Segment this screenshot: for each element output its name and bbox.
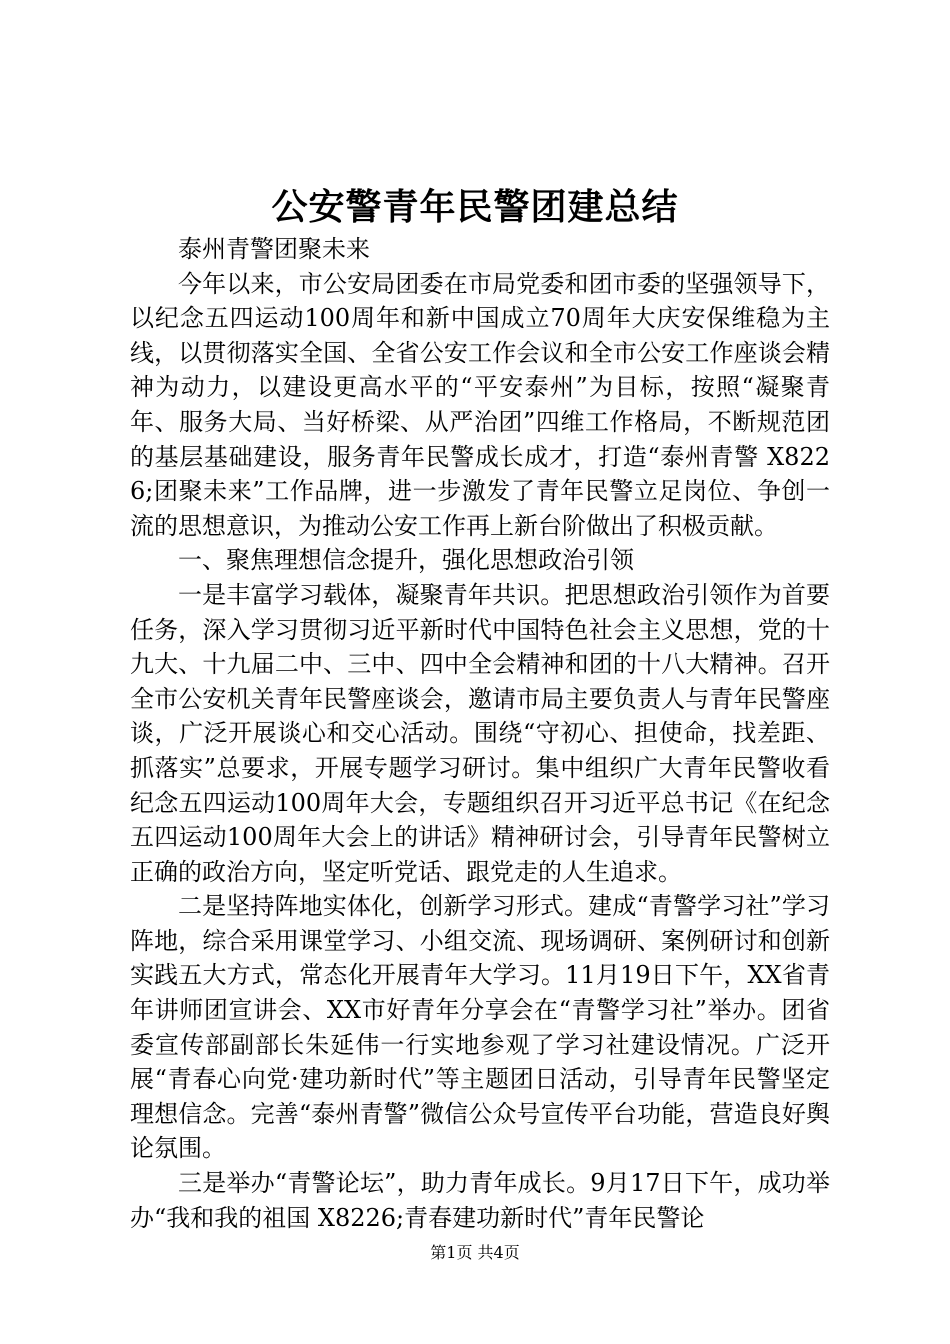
body-paragraph: 二是坚持阵地实体化，创新学习形式。建成“青警学习社”学习阵地，综合采用课堂学习、小组交流、现场调研、案例研讨和创新实践五大方式，常态化开展青年大学习。11月19日下午，XX省青年讲师团宣讲会、XX市好青年分享会在“青警学习社”举办。团省委宣传部副部长朱延伟一行实地参观了学习社建设情况。广泛开展“青春心向党·建功新时代”等主题团日活动，引导青年民警坚定理想信念。完善“泰州青警”微信公众号宣传平台功能，营造良好舆论氛围。 — [130, 892, 830, 1163]
body-paragraph: 今年以来，市公安局团委在市局党委和团市委的坚强领导下，以纪念五四运动100周年和新中国成立70周年大庆安保维稳为主线，以贯彻落实全国、全省公安工作会议和全市公安工作座谈会精神为动力，以建设更高水平的“平安泰州”为目标，按照“凝聚青年、服务大局、当好桥梁、从严治团”四维工作格局，不断规范团的基层基础建设，服务青年民警成长成才，打造“泰州青警 X8226;团聚未来”工作品牌，进一步激发了青年民警立足岗位、争创一流的思想意识，为推动公安工作再上新台阶做出了积极贡献。 — [130, 269, 830, 540]
subtitle-paragraph: 泰州青警团聚未来 — [178, 235, 370, 263]
body-paragraph: 一是丰富学习载体，凝聚青年共识。把思想政治引领作为首要任务，深入学习贯彻习近平新时代中国特色社会主义思想，党的十九大、十九届二中、三中、四中全会精神和团的十八大精神。召开全市公安机关青年民警座谈会，邀请市局主要负责人与青年民警座谈，广泛开展谈心和交心活动。围绕“守初心、担使命，找差距、抓落实”总要求，开展专题学习研讨。集中组织广大青年民警收看纪念五四运动100周年大会，专题组织召开习近平总书记《在纪念五四运动100周年大会上的讲话》精神研讨会，引导青年民警树立正确的政治方向，坚定听党话、跟党走的人生追求。 — [130, 580, 830, 886]
document-body — [130, 232, 830, 1235]
document-title: 公安警青年民警团建总结 — [271, 186, 679, 228]
page-footer: 第1页 共4页 — [430, 1243, 520, 1262]
section-heading: 一、聚焦理想信念提升，强化思想政治引领 — [178, 546, 634, 575]
body-paragraph: 三是举办“青警论坛”，助力青年成长。9月17日下午，成功举办“我和我的祖国 X8226;青春建功新时代”青年民警论 — [130, 1169, 830, 1232]
